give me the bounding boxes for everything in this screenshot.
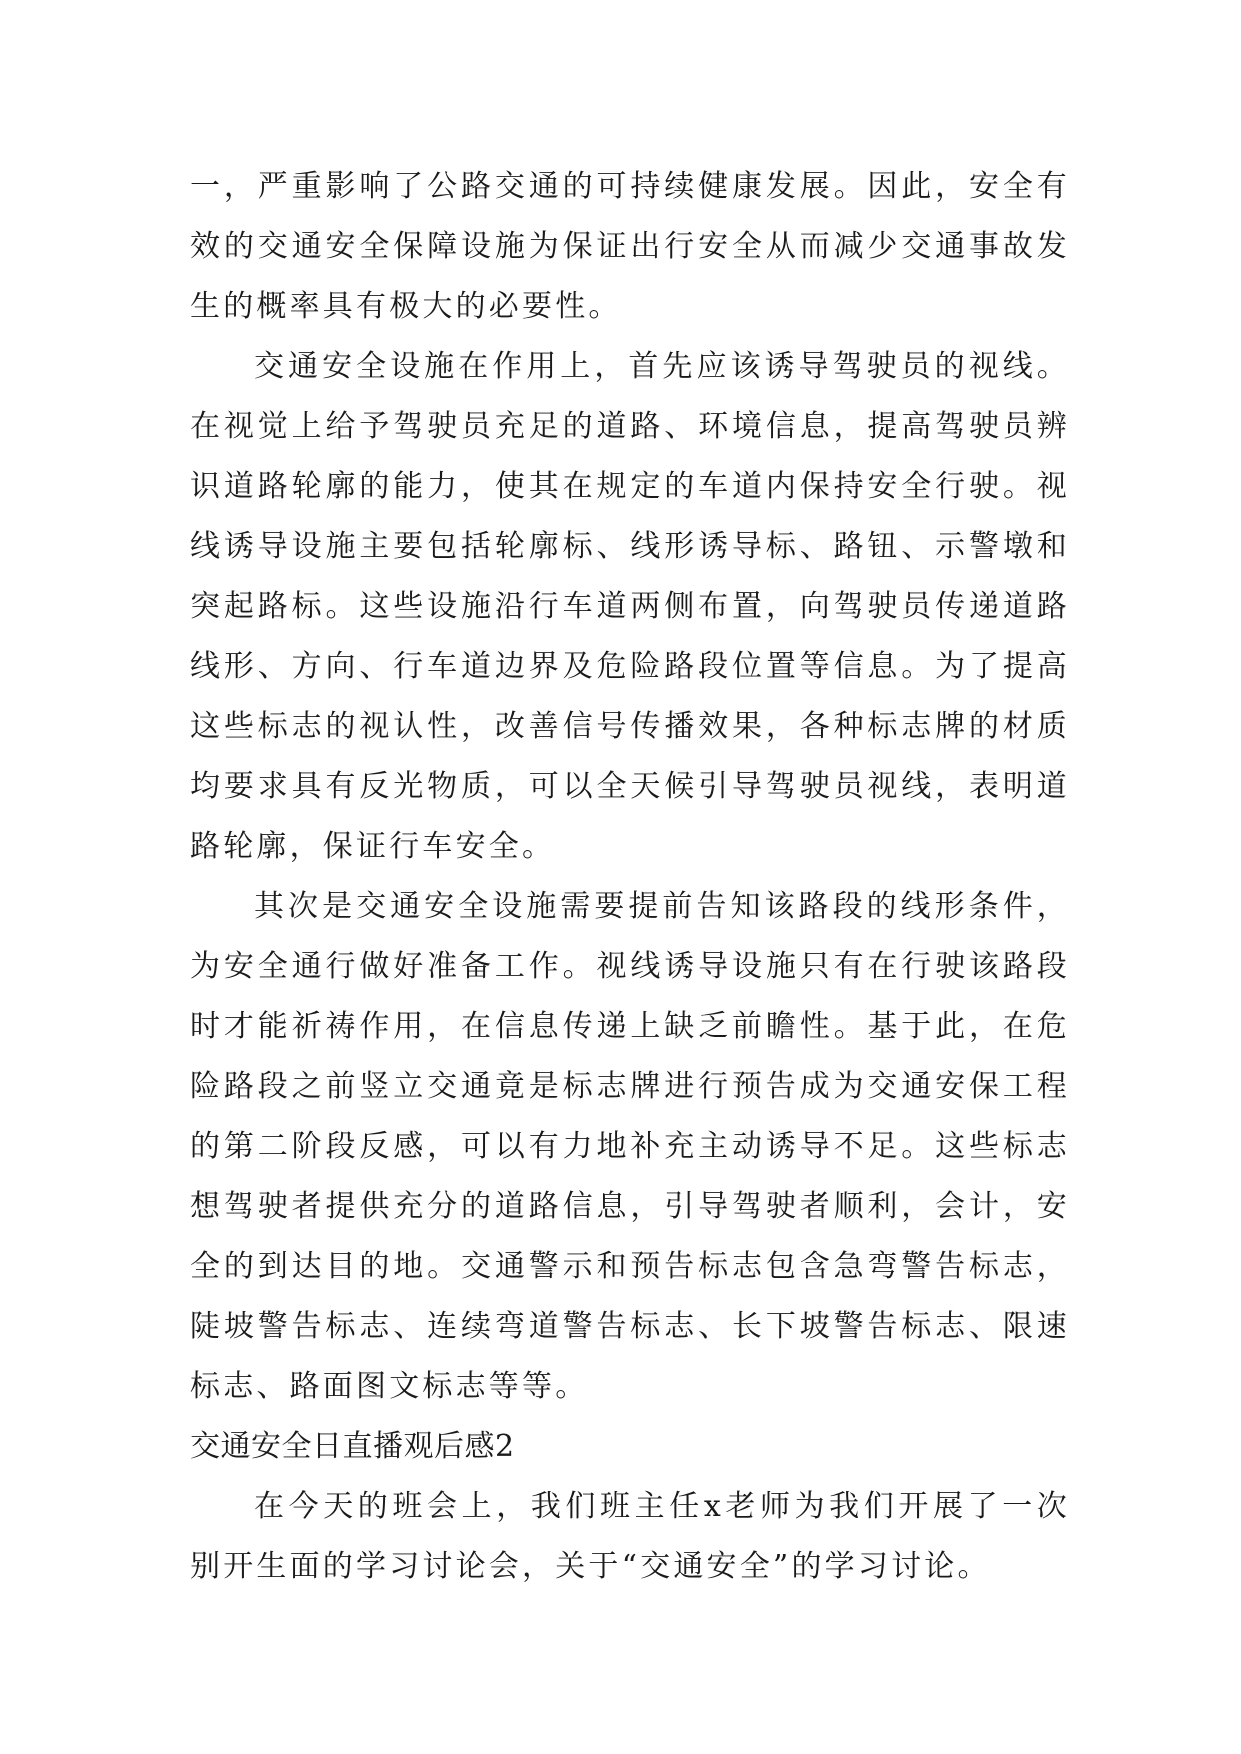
section-title: 交通安全日直播观后感2 [190,1429,515,1464]
paragraph-advance-warning: 其次是交通安全设施需要提前告知该路段的线形条件，为安全通行做好准备工作。视线诱导设施只有在行驶该路段时才能祈祷作用，在信息传递上缺乏前瞻性。基于此，在危险路段之前竖立交通竟是标志牌进行预告成为交通安保工程的第二阶段反感，可以有力地补充主动诱导不足。这些标志想驾驶者提供充分的道路信息，引导驾驶者顺利，会计，安全的到达目的地。交通警示和预告标志包含急弯警告标志，陡坡警告标志、连续弯道警告标志、长下坡警告标志、限速标志、路面图文标志等等。 [190,889,1070,1404]
document-body [190,157,1070,1597]
paragraph-continuation: 一，严重影响了公路交通的可持续健康发展。因此，安全有效的交通安全保障设施为保证出行安全从而减少交通事故发生的概率具有极大的必要性。 [190,169,1070,324]
paragraph-guidance-function: 交通安全设施在作用上，首先应该诱导驾驶员的视线。在视觉上给予驾驶员充足的道路、环境信息，提高驾驶员辨识道路轮廓的能力，使其在规定的车道内保持安全行驶。视线诱导设施主要包括轮廓标、线形诱导标、路钮、示警墩和突起路标。这些设施沿行车道两侧布置，向驾驶员传递道路线形、方向、行车道边界及危险路段位置等信息。为了提高这些标志的视认性，改善信号传播效果，各种标志牌的材质均要求具有反光物质，可以全天候引导驾驶员视线，表明道路轮廓，保证行车安全。 [190,349,1070,864]
paragraph-class-meeting: 在今天的班会上，我们班主任x老师为我们开展了一次别开生面的学习讨论会，关于“交通安全”的学习讨论。 [190,1489,1070,1584]
